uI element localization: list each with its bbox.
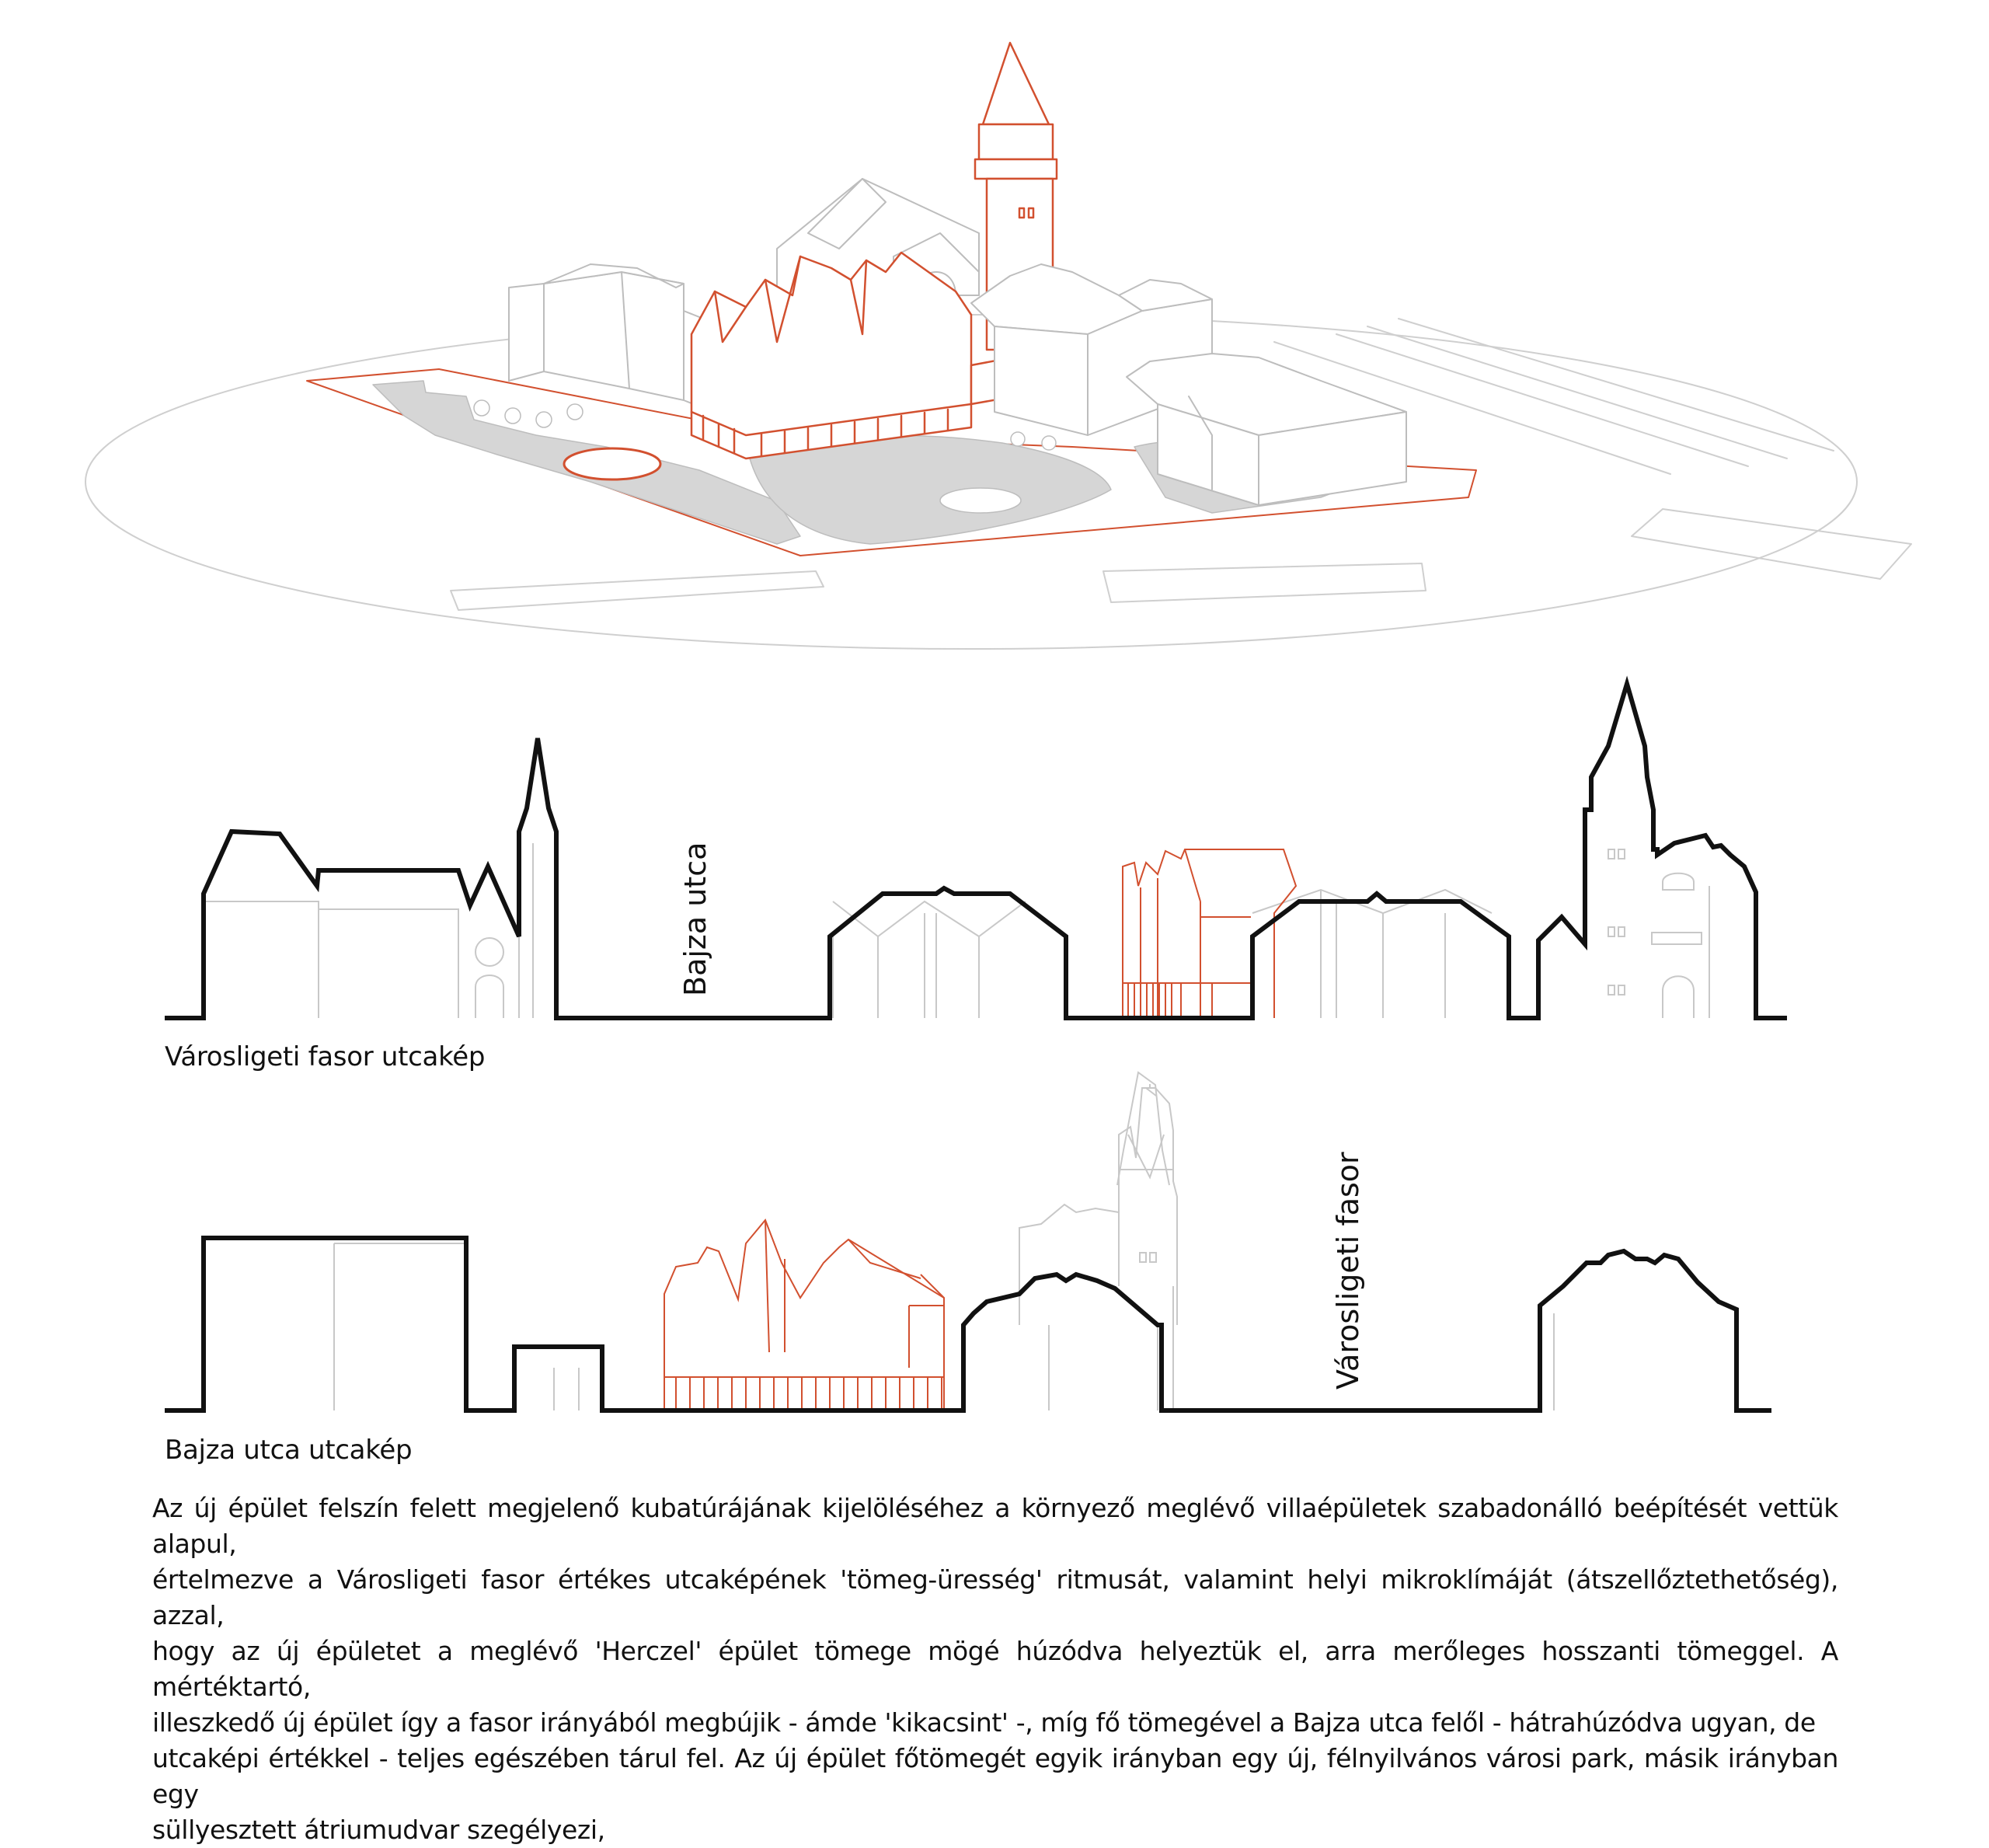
- description-line: illeszkedő új épület így a fasor irányából megbújik - ámde 'kikacsint' -, míg fő tömegével a Bajza utca felől - hátrahúzódva ugyan, de: [152, 1707, 1816, 1738]
- elevation2-caption: Bajza utca utcakép: [165, 1435, 413, 1466]
- elevation1-skyline-outline: [165, 684, 1787, 1018]
- elevation2-new-building-rhythm: [676, 1377, 942, 1410]
- elevation1-new-building-rhythm: [1128, 983, 1212, 1018]
- elevation1-new-building: [1123, 849, 1296, 1018]
- fountain-ring: [564, 448, 660, 479]
- description-line: utcaképi értékkel - teljes egészében tárul fel. Az új épület főtömegét egyik irányban egy új, félnyilvános városi park, másik irányban egy: [152, 1743, 1838, 1809]
- elevation2-skyline-outline: [165, 1238, 1771, 1410]
- description-line: hogy az új épületet a meglévő 'Herczel' épület tömege mögé húzódva helyeztük el, arra merőleges hosszanti tömeggel. A mértéktartó,: [152, 1636, 1838, 1702]
- elevation2-new-building: [664, 1220, 944, 1410]
- new-building-volume: [691, 253, 1037, 459]
- axonometric-site-view: [85, 43, 1911, 649]
- description-line: értelmezve a Városligeti fasor értékes utcaképének 'tömeg-üresség' ritmusát, valamint helyi mikroklímáját (átszellőztethetőség), azzal,: [152, 1564, 1838, 1630]
- elevation1-caption: Városligeti fasor utcakép: [165, 1041, 486, 1072]
- elevation1-street-label: Bajza utca: [678, 842, 712, 996]
- description-paragraph: [152, 1491, 1838, 1848]
- description-line: süllyesztett átriumudvar szegélyezi,: [152, 1815, 605, 1845]
- elevation2-street-label: Városligeti fasor: [1331, 1152, 1365, 1389]
- elevation2-church-spire: [1117, 1072, 1169, 1185]
- description-line: Az új épület felszín felett megjelenő kubatúrájának kijelöléséhez a környező meglévő villaépületek szabadonálló beépítését vettük alapul,: [152, 1493, 1838, 1559]
- street-elevation-varosligeti-fasor: [165, 684, 1787, 1018]
- plaza-oval: [940, 488, 1021, 513]
- elevation2-context-detail: [334, 1084, 1736, 1410]
- street-elevation-bajza-utca: [165, 1072, 1771, 1410]
